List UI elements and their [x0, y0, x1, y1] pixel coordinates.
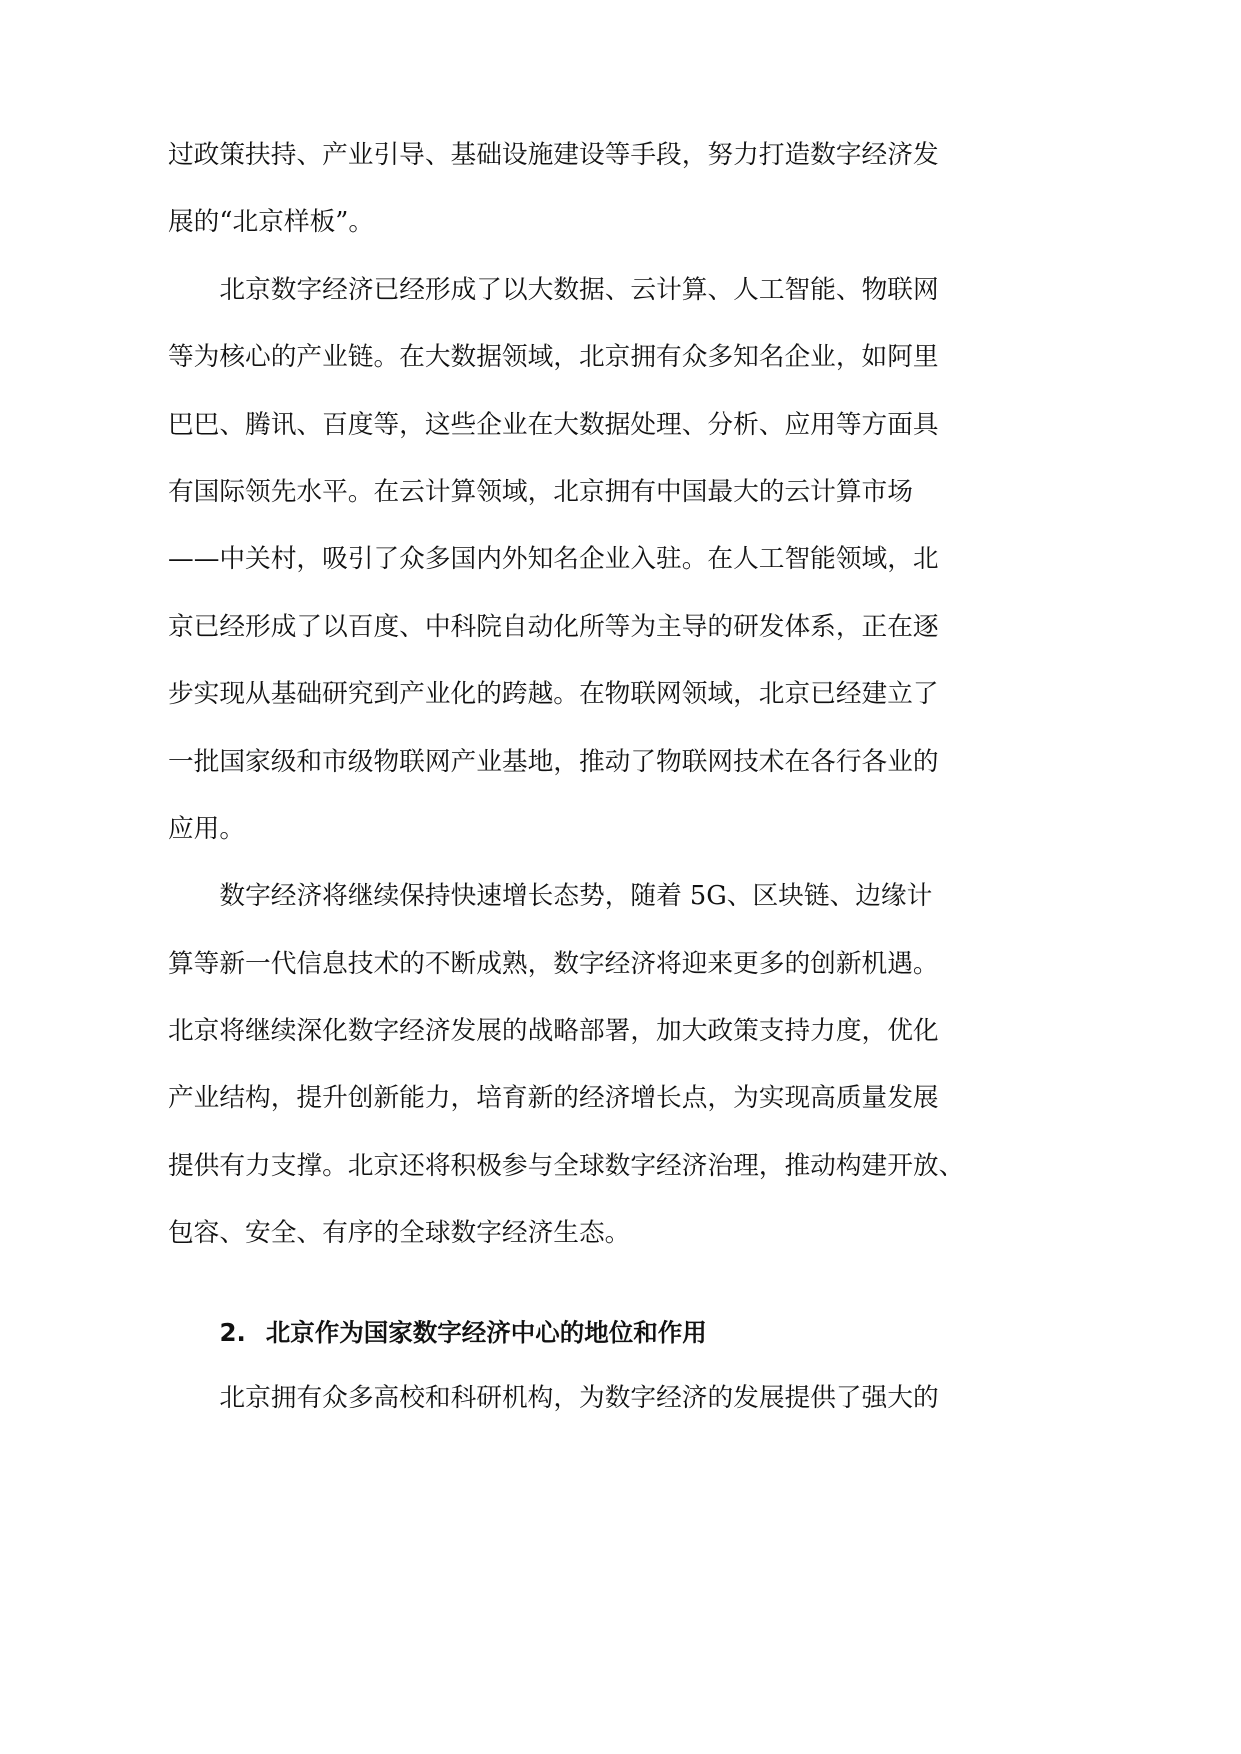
text-line: 提供有力支撑。北京还将积极参与全球数字经济治理，推动构建开放、 — [168, 1150, 965, 1181]
section-heading — [168, 1300, 968, 1365]
paragraph-universities — [168, 1365, 968, 1430]
section-number: 2. — [219, 1317, 246, 1347]
text-line: 等为核心的产业链。在大数据领域，北京拥有众多知名企业，如阿里 — [168, 342, 939, 373]
text-line: ——中关村，吸引了众多国内外知名企业入驻。在人工智能领域，北 — [168, 544, 939, 575]
text-line: 步实现从基础研究到产业化的跨越。在物联网领域，北京已经建立了 — [168, 679, 939, 710]
text-line: 过政策扶持、产业引导、基础设施建设等手段，努力打造数字经济发 — [168, 140, 939, 170]
text-line: 巴巴、腾讯、百度等，这些企业在大数据处理、分析、应用等方面具 — [168, 409, 939, 440]
section-title: 北京作为国家数字经济中心的地位和作用 — [265, 1317, 707, 1347]
text-line: 包容、安全、有序的全球数字经济生态。 — [168, 1218, 631, 1249]
text-line: 算等新一代信息技术的不断成熟，数字经济将迎来更多的创新机遇。 — [168, 948, 939, 979]
text-line: 有国际领先水平。在云计算领域，北京拥有中国最大的云计算市场 — [168, 476, 913, 507]
paragraph-continuation — [168, 122, 968, 257]
text-line: 展的“北京样板”。 — [168, 207, 375, 238]
text-line: 应用。 — [168, 813, 246, 844]
paragraph-outlook — [168, 863, 968, 1267]
text-line: 北京将继续深化数字经济发展的战略部署，加大政策支持力度，优化 — [168, 1016, 939, 1047]
text-line: 产业结构，提升创新能力，培育新的经济增长点，为实现高质量发展 — [168, 1083, 939, 1114]
text-line: 数字经济将继续保持快速增长态势，随着 5G、区块链、边缘计 — [219, 881, 933, 912]
text-line: 京已经形成了以百度、中科院自动化所等为主导的研发体系，正在逐 — [168, 611, 939, 642]
paragraph-industry-chain — [168, 257, 968, 864]
text-line: 北京拥有众多高校和科研机构，为数字经济的发展提供了强大的 — [219, 1382, 939, 1413]
text-line: 一批国家级和市级物联网产业基地，推动了物联网技术在各行各业的 — [168, 746, 939, 777]
document-body — [168, 122, 968, 1430]
text-line: 北京数字经济已经形成了以大数据、云计算、人工智能、物联网 — [219, 274, 939, 305]
